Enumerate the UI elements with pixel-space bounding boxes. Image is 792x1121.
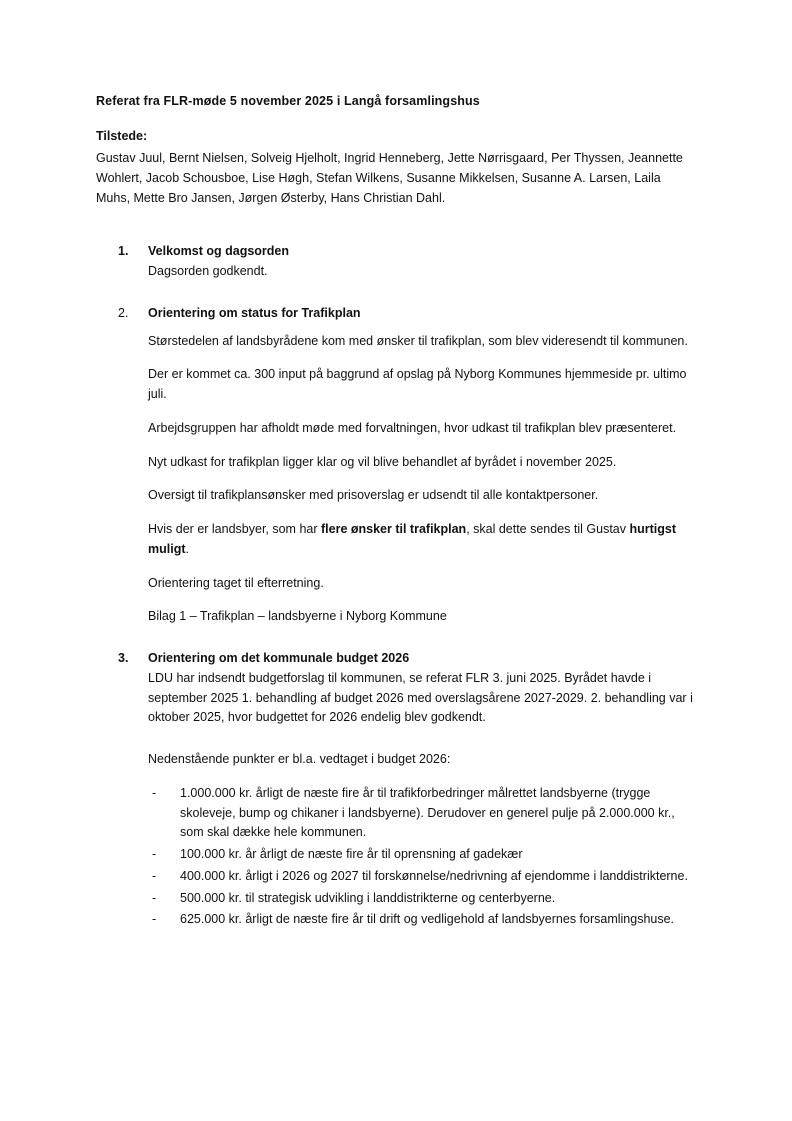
budget-bullet-list: [148, 784, 696, 930]
agenda-item-1: [96, 242, 696, 282]
highlight-bold-1: flere ønsker til trafikplan: [321, 522, 467, 536]
list-item: [148, 910, 696, 930]
highlight-text-part2: , skal dette sendes til Gustav: [466, 522, 630, 536]
bullet-marker: -: [152, 912, 157, 927]
highlight-text-part3: .: [185, 541, 189, 556]
agenda-item-3-paragraph: Nedenstående punkter er bl.a. vedtaget i budget 2026:: [148, 752, 451, 766]
highlight-bold-2: hurtigst muligt: [148, 522, 676, 556]
agenda-item-2-highlight-paragraph: [148, 520, 696, 560]
list-item: [148, 784, 696, 843]
list-item: [148, 867, 696, 887]
agenda-item-1-body: Dagsorden godkendt.: [148, 264, 268, 278]
attendees-list: Gustav Juul, Bernt Nielsen, Solveig Hjelholt, Ingrid Henneberg, Jette Nørrisgaard, Per Thyssen, Jeannette Wohlert, Jacob Schousboe, Lise Høgh, Stefan Wilkens, Susanne Mikkelsen, Susanne A. Larsen, Laila Muhs, Mette Bro Jansen, Jørgen Østerby, Hans Christian Dahl.: [96, 150, 683, 205]
agenda-item-2-paragraph: Der er kommet ca. 300 input på baggrund af opslag på Nyborg Kommunes hjemmeside pr. ultimo juli.: [148, 367, 687, 401]
bullet-marker: -: [152, 847, 157, 861]
agenda-item-2: [96, 304, 696, 627]
agenda-item-3-paragraph: LDU har indsendt budgetforslag til kommunen, se referat FLR 3. juni 2025. Byrådet havde i september 2025 1. behandling af budget 2026 med overslagsårene 2027-2029. 2. behandling var i oktober 2025, hvor budgettet for 2026 endelig blev godkendt.: [148, 670, 693, 725]
list-item-text: 500.000 kr. til strategisk udvikling i landdistrikterne og centerbyerne.: [180, 890, 556, 905]
bullet-marker: -: [152, 890, 157, 905]
agenda-item-1-number: 1.: [118, 244, 129, 259]
bullet-marker: -: [152, 785, 157, 800]
list-item: [148, 845, 696, 865]
agenda-item-2-paragraph: Arbejdsgruppen har afholdt møde med forvaltningen, hvor udkast til trafikplan blev præsenteret.: [148, 420, 677, 435]
page-title: Referat fra FLR-møde 5 november 2025 i Langå forsamlingshus: [96, 94, 480, 108]
attendees-label: Tilstede:: [96, 128, 148, 143]
agenda-item-3: [96, 649, 696, 930]
agenda-item-2-attachment-note: Bilag 1 – Trafikplan – landsbyerne i Nyborg Kommune: [148, 609, 447, 624]
agenda-item-2-closing-paragraph: Orientering taget til efterretning.: [148, 575, 324, 590]
agenda-item-2-paragraph: Størstedelen af landsbyrådene kom med ønsker til trafikplan, som blev videresendt til kommunen.: [148, 333, 688, 348]
spacer: [148, 742, 696, 750]
agenda-item-1-heading: Velkomst og dagsorden: [148, 244, 290, 259]
list-item-text: 400.000 kr. årligt i 2026 og 2027 til forskønnelse/nedrivning af ejendomme i landdistrikterne.: [180, 868, 688, 883]
list-item-text: 100.000 kr. år årligt de næste fire år til oprensning af gadekær: [180, 847, 523, 861]
bullet-marker: -: [152, 868, 157, 883]
agenda-list: [96, 242, 696, 930]
highlight-text-part1: Hvis der er landsbyer, som har: [148, 522, 321, 536]
agenda-item-2-heading: Orientering om status for Trafikplan: [148, 305, 361, 320]
agenda-item-2-paragraph: Nyt udkast for trafikplan ligger klar og vil blive behandlet af byrådet i november 2025.: [148, 454, 617, 469]
agenda-item-3-heading: Orientering om det kommunale budget 2026: [148, 651, 410, 665]
agenda-item-2-paragraph: Oversigt til trafikplansønsker med prisoverslag er udsendt til alle kontaktpersoner.: [148, 488, 599, 503]
agenda-item-2-number: 2.: [118, 305, 129, 320]
list-item: [148, 889, 696, 909]
agenda-item-3-number: 3.: [118, 651, 129, 665]
spacer: [148, 324, 696, 332]
list-item-text: 1.000.000 kr. årligt de næste fire år til trafikforbedringer målrettet landsbyerne (trygge skoleveje, bump og chikaner i landsbyerne). Derudover en generel pulje på 2.000.000 kr., som skal dække hele kommunen.: [180, 785, 675, 840]
list-item-text: 625.000 kr. årligt de næste fire år til drift og vedligehold af landsbyernes forsamlingshuse.: [180, 912, 675, 927]
